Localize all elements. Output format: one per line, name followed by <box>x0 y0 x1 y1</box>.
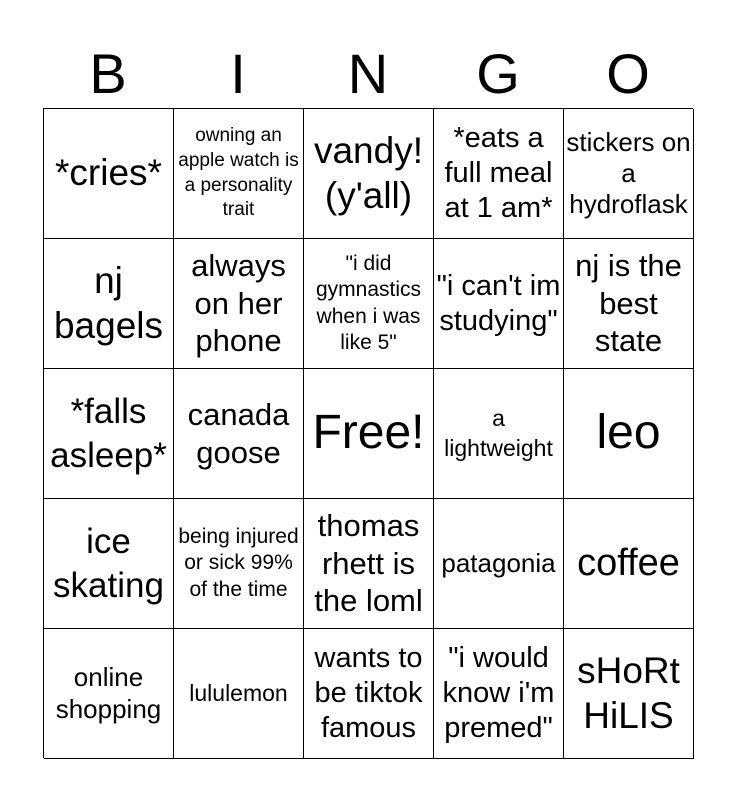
bingo-cell[interactable]: patagonia <box>434 499 564 629</box>
bingo-cell[interactable]: *cries* <box>44 109 174 239</box>
bingo-cell[interactable]: wants to be tiktok famous <box>304 629 434 759</box>
bingo-cell[interactable]: sHoRt HiLIS <box>564 629 694 759</box>
bingo-cell[interactable]: "i did gymnastics when i was like 5" <box>304 239 434 369</box>
header-letter-b: B <box>89 42 127 105</box>
bingo-cell[interactable]: always on her phone <box>174 239 304 369</box>
bingo-cell[interactable]: "i can't im studying" <box>434 239 564 369</box>
bingo-cell[interactable]: nj is the best state <box>564 239 694 369</box>
bingo-cell[interactable]: vandy! (y'all) <box>304 109 434 239</box>
bingo-cell[interactable]: nj bagels <box>44 239 174 369</box>
header-letter-o: O <box>606 42 650 105</box>
header-letter-g: G <box>476 42 520 105</box>
bingo-cell[interactable]: *eats a full meal at 1 am* <box>434 109 564 239</box>
bingo-cell[interactable]: ice skating <box>44 499 174 629</box>
bingo-cell[interactable]: *falls asleep* <box>44 369 174 499</box>
bingo-cell[interactable]: thomas rhett is the loml <box>304 499 434 629</box>
bingo-cell[interactable]: "i would know i'm premed" <box>434 629 564 759</box>
bingo-cell[interactable]: owning an apple watch is a personality trait <box>174 109 304 239</box>
header-letter-n: N <box>347 42 389 105</box>
bingo-cell[interactable]: being injured or sick 99% of the time <box>174 499 304 629</box>
bingo-cell[interactable]: coffee <box>564 499 694 629</box>
header-letter-i: I <box>230 42 246 105</box>
bingo-cell[interactable]: online shopping <box>44 629 174 759</box>
free-space-cell[interactable]: Free! <box>304 369 434 499</box>
bingo-cell[interactable]: canada goose <box>174 369 304 499</box>
bingo-header <box>43 40 693 108</box>
bingo-board <box>43 108 693 758</box>
bingo-cell[interactable]: leo <box>564 369 694 499</box>
bingo-cell[interactable]: lululemon <box>174 629 304 759</box>
bingo-cell[interactable]: a lightweight <box>434 369 564 499</box>
bingo-cell[interactable]: stickers on a hydroflask <box>564 109 694 239</box>
